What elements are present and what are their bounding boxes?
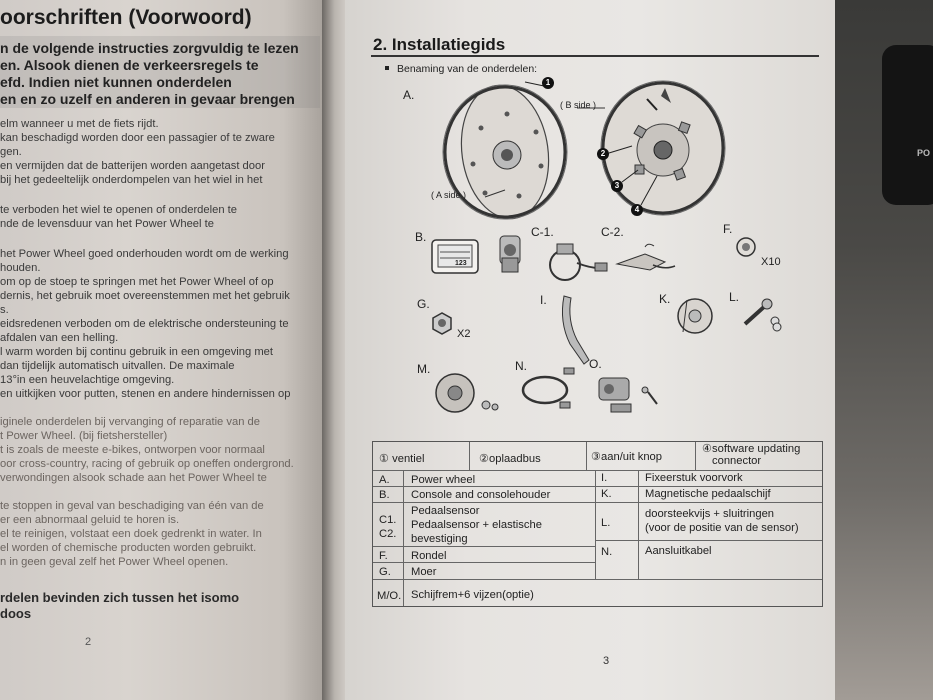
body-line: el worden of chemische producten worden gebruikt. — [0, 542, 257, 554]
header-software-port-cont: connector — [712, 455, 762, 467]
nut-quantity: X2 — [457, 328, 471, 340]
intro-bold-line: en. Alsook dienen de verkeersregels te — [0, 57, 259, 73]
table-part-name: Moer — [411, 566, 437, 578]
body-line: iginele onderdelen bij vervanging of reparatie van de — [0, 416, 260, 428]
part-label-c1: C-1. — [531, 225, 554, 239]
table-part-name: Power wheel — [411, 474, 476, 486]
table-code: I. — [601, 472, 608, 484]
body-line: nde de levensduur van het Power Wheel te — [0, 218, 214, 230]
body-line: n in geen geval zelf het Power Wheel openen. — [0, 556, 229, 568]
body-line: s. — [0, 304, 9, 316]
brake-disc-drawing — [436, 374, 498, 412]
body-line: dernis, het gebruik moet overeenstemmen met het gebruik — [0, 290, 290, 302]
pedal-sensor-c1-drawing — [550, 244, 607, 280]
table-code: N. — [601, 546, 613, 558]
fork-bracket-drawing — [562, 296, 589, 364]
body-line: te verboden het wiel te openen of onderdelen te — [0, 204, 237, 216]
console-display-value: 123 — [455, 260, 467, 267]
table-part-name: (voor de positie van de sensor) — [645, 522, 799, 534]
table-divider — [595, 540, 822, 541]
intro-bold-line: efd. Indien niet kunnen onderdelen — [0, 74, 232, 90]
callout-3: 3 — [611, 180, 623, 192]
part-label-a: A. — [403, 88, 415, 102]
table-code: L. — [601, 517, 611, 529]
part-label-b: B. — [415, 230, 427, 244]
body-line: houden. — [0, 262, 41, 274]
table-part-name: Magnetische pedaalschijf — [645, 488, 771, 500]
body-line: en uitkijken voor putten, stenen en andere hindernissen op — [0, 388, 291, 400]
table-divider — [373, 562, 595, 563]
callout-2: 2 — [597, 148, 609, 160]
intro-bold-line: en en zo uzelf en anderen in gevaar brengen — [0, 91, 295, 107]
body-line: 13°in een heuvelachtige omgeving. — [0, 374, 175, 386]
body-line: elm wanneer u met de fiets rijdt. — [0, 118, 159, 130]
table-part-name: Pedaalsensor — [411, 505, 480, 517]
left-page — [0, 0, 335, 700]
intro-bold-line: n de volgende instructies zorgvuldig te lezen — [0, 40, 299, 56]
wheel-b-side-drawing — [525, 81, 725, 215]
table-code: M/O. — [377, 590, 402, 602]
wheel-a-side-drawing — [443, 80, 567, 225]
table-divider — [695, 442, 696, 470]
header-charging-port: ②oplaadbus — [479, 453, 541, 465]
body-line: te stoppen in geval van beschadiging van één van de — [0, 500, 264, 512]
part-label-k: K. — [659, 292, 671, 306]
table-code: A. — [379, 474, 390, 486]
table-code: K. — [601, 488, 612, 500]
part-label-g: G. — [417, 297, 430, 311]
page-number: 3 — [603, 655, 610, 667]
table-divider — [373, 579, 822, 580]
table-code: C2. — [379, 528, 397, 540]
table-divider — [373, 470, 822, 471]
table-divider — [403, 470, 404, 606]
footer-bold-line: doos — [0, 606, 32, 621]
table-part-name: Aansluitkabel — [645, 545, 712, 557]
left-page-title: oorschriften (Voorwoord) — [0, 6, 252, 29]
right-page — [345, 0, 835, 700]
cable-drawing — [523, 368, 574, 408]
body-line: en vermijden dat de batterijen worden aangetast door — [0, 160, 265, 172]
part-label-l: L. — [729, 290, 740, 304]
body-line: het Power Wheel goed onderhouden wordt om de werking — [0, 248, 289, 260]
table-divider — [469, 442, 470, 470]
washer-drawing — [737, 238, 755, 256]
nut-drawing — [433, 313, 451, 334]
caliper-drawing — [599, 378, 657, 412]
table-divider — [373, 546, 595, 547]
body-line: t Power Wheel. (bij fietshersteller) — [0, 430, 168, 442]
body-line: eidsredenen verboden om de elektrische ondersteuning te — [0, 318, 289, 330]
device-object — [882, 45, 933, 205]
body-line: kan beschadigd worden door een passagier of te zware — [0, 132, 275, 144]
parts-table — [372, 441, 823, 607]
part-label-m: M. — [417, 362, 431, 376]
body-line: bij het gedeeltelijk onderdompelen van het wiel in het — [0, 174, 263, 186]
b-side-label: ( B side ) — [560, 100, 597, 110]
body-line: afdalen van een helling. — [0, 332, 119, 344]
a-side-label: ( A side ) — [431, 190, 467, 200]
table-code: C1. — [379, 514, 397, 526]
table-part-name: Fixeerstuk voorvork — [645, 472, 743, 484]
part-label-i: I. — [540, 293, 547, 307]
pedal-sensor-c2-drawing — [617, 244, 675, 270]
body-line: oor cross-country, racing of gebruik op oneffen ondergrond. — [0, 458, 294, 470]
part-label-f: F. — [723, 222, 733, 236]
callout-4: 4 — [631, 204, 643, 216]
body-line: dan tijdelijk automatisch uitvallen. De maximale — [0, 360, 235, 372]
header-valve: ① ventiel — [379, 453, 425, 465]
body-line: om op de stoep te springen met het Power Wheel of op — [0, 276, 274, 288]
body-line: el te reinigen, volstaat een doek gedrenkt in water. In — [0, 528, 262, 540]
table-divider — [373, 486, 822, 487]
callout-1: 1 — [542, 77, 554, 89]
device-label: PO — [917, 148, 931, 158]
part-label-c2: C-2. — [601, 225, 624, 239]
magnetic-disc-drawing — [678, 299, 712, 333]
table-part-name: bevestiging — [411, 533, 468, 545]
body-line: gen. — [0, 146, 22, 158]
table-divider — [373, 502, 822, 503]
header-software-port: ④software updating — [702, 443, 801, 455]
washer-quantity: X10 — [761, 256, 781, 268]
parts-intro: Benaming van de onderdelen: — [397, 63, 538, 75]
body-line: l warm worden bij continu gebruik in een omgeving met — [0, 346, 273, 358]
table-part-name: doorsteekvijs + sluitringen — [645, 508, 775, 520]
body-line: t is zoals de meeste e-bikes, ontworpen voor normaal — [0, 444, 265, 456]
body-line: er een abnormaal geluid te horen is. — [0, 514, 180, 526]
table-part-name: Rondel — [411, 550, 447, 562]
part-label-o: O. — [589, 357, 602, 371]
screw-drawing — [745, 299, 781, 331]
table-part-name: Pedaalsensor + elastische — [411, 519, 542, 531]
table-part-name: Schijfrem+6 vijzen(optie) — [411, 589, 534, 601]
table-code: G. — [379, 566, 391, 578]
header-power-button: ③aan/uit knop — [591, 451, 662, 463]
part-label-n: N. — [515, 359, 527, 373]
table-divider — [586, 442, 587, 470]
table-code: B. — [379, 489, 390, 501]
section-heading: 2. Installatiegids — [373, 35, 506, 54]
body-line: verwondingen alsook schade aan het Power Wheel te — [0, 472, 267, 484]
page-number: 2 — [85, 636, 92, 648]
table-part-name: Console and consolehouder — [411, 489, 551, 501]
console-drawing — [432, 236, 520, 273]
footer-bold-line: rdelen bevinden zich tussen het isomo — [0, 590, 240, 605]
table-code: F. — [379, 550, 388, 562]
